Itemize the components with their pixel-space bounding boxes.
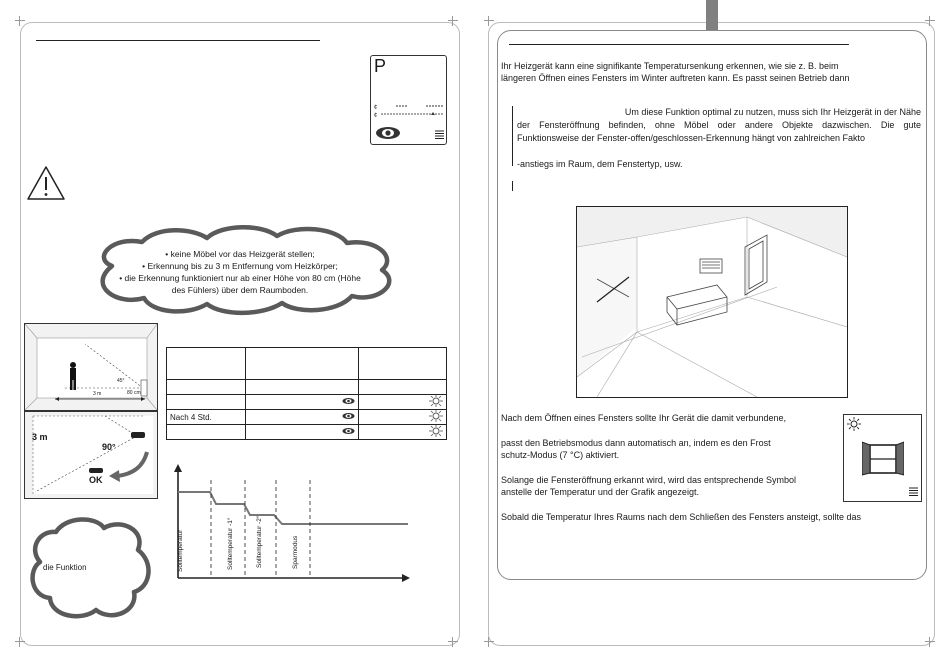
cloud-line: • keine Möbel vor das Heizgerät stellen; <box>165 249 315 259</box>
note-bar <box>512 181 513 191</box>
table-row <box>167 425 447 440</box>
display-panel <box>370 55 447 145</box>
eye-icon <box>342 412 355 420</box>
display-segments <box>371 101 446 121</box>
graph-label: Sparmodus <box>292 535 299 569</box>
note-line <box>517 106 921 118</box>
intro-line: längeren Öffnen eines Fensters im Winter auftreten kann. Es passt seinen Betrieb dann <box>501 73 850 83</box>
height-label: 80 cm <box>127 390 141 396</box>
title-rule <box>509 44 849 45</box>
table-cell: Nach 4 Std. <box>167 410 246 425</box>
open-window-icon <box>862 439 904 477</box>
eye-icon <box>342 427 355 435</box>
sun-icon <box>847 417 861 431</box>
room-side-diagram <box>24 323 158 411</box>
sun-icon <box>429 410 443 422</box>
cloud-line: des Fühlers) über dem Raumboden. <box>171 285 309 295</box>
crop-mark <box>484 637 494 647</box>
page-tab <box>706 0 718 30</box>
mode-table <box>166 347 447 440</box>
cloud-line: • Erkennung bis zu 3 m Entfernung vom Heizkörper; <box>142 261 338 271</box>
crop-mark <box>925 16 935 26</box>
note-text: Um diese Funktion optimal zu nutzen, muss sich Ihr Heizgerät in der Nähe <box>624 107 921 117</box>
distance-label: 3 m <box>93 391 102 397</box>
window-display <box>843 414 922 502</box>
svg-text:¢: ¢ <box>374 105 378 111</box>
ok-label: OK <box>89 475 103 485</box>
warning-icon <box>26 165 66 201</box>
room-illustration <box>576 206 848 398</box>
crop-mark <box>448 637 458 647</box>
note-bar <box>512 106 513 166</box>
body-line: Solange die Fensteröffnung erkannt wird, wird das entsprechende Symbol <box>501 475 797 485</box>
distance-label: 3 m <box>32 432 48 442</box>
svg-text:¢: ¢ <box>374 113 378 119</box>
angle-label: 90° <box>102 442 116 452</box>
display-letter: P <box>374 56 387 76</box>
intro-line: Ihr Heizgerät kann eine signifikante Temperatursenkung erkennen, wie sie z. B. beim <box>501 61 839 71</box>
table-row <box>167 410 447 425</box>
small-cloud-text: die Funktion <box>43 563 87 572</box>
graph-label: Solltemperatur <box>177 529 184 572</box>
menu-icon <box>909 487 918 497</box>
angle-label: 45° <box>117 378 125 384</box>
eye-icon <box>342 397 355 405</box>
crop-mark <box>448 16 458 26</box>
body-line: passt den Betriebsmodus dann automatisch an, indem es den Frost <box>501 438 771 448</box>
menu-icon <box>435 130 444 140</box>
body-line: Sobald die Temperatur Ihres Raums nach dem Schließen des Fensters ansteigt, sollte das <box>501 512 862 522</box>
graph-label: Solltemperatur -2° <box>256 515 263 568</box>
crop-mark <box>484 16 494 26</box>
title-rule <box>36 40 320 41</box>
body-line: anstelle der Temperatur und der Grafik angezeigt. <box>501 487 699 497</box>
eye-icon <box>375 126 401 140</box>
table-row <box>167 348 447 380</box>
graph-label: Solltemperatur -1° <box>227 517 234 570</box>
room-top-diagram <box>24 411 158 499</box>
note-line: -anstiegs im Raum, dem Fenstertyp, usw. <box>517 159 683 169</box>
sun-icon <box>429 425 443 437</box>
note-line: der Fensteröffnung befinden, ohne Möbel oder andere Objekte dazwischen. Die gute <box>517 120 921 130</box>
crop-mark <box>15 16 25 26</box>
cloud-text <box>90 248 390 296</box>
table-row <box>167 380 447 395</box>
body-line: schutz-Modus (7 °C) aktiviert. <box>501 450 620 460</box>
sun-icon <box>429 395 443 407</box>
cloud-line: • die Erkennung funktioniert nur ab einer Höhe von 80 cm (Höhe <box>119 273 361 283</box>
body-line: Nach dem Öffnen eines Fensters sollte Ihr Gerät die damit verbundene, <box>501 413 786 423</box>
crop-mark <box>15 637 25 647</box>
crop-mark <box>925 637 935 647</box>
table-row <box>167 395 447 410</box>
note-line: Funktionsweise der Fenster-offen/geschlossen-Erkennung hängt von zahlreichen Fakto <box>517 133 866 143</box>
